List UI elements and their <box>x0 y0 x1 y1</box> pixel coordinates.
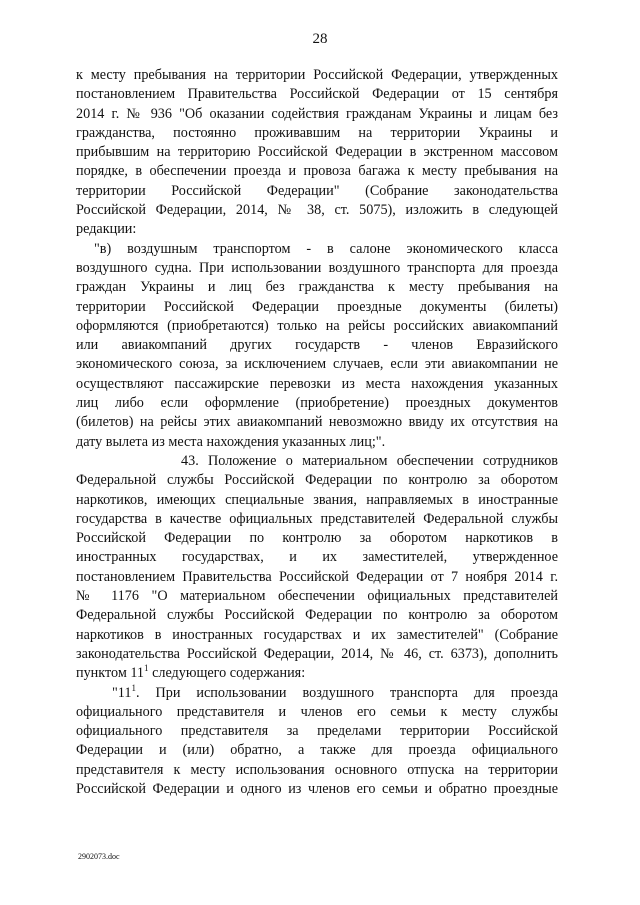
text-line: Федерации и (или) обратно, а также для проезда официального <box>76 742 558 759</box>
text-line: граждан Украины и лиц без гражданства к месту пребывания на <box>76 279 558 296</box>
text-line: или авиакомпаний других государств - членов Евразийского <box>76 337 558 354</box>
page-number: 28 <box>312 31 328 47</box>
text-line: государства в качестве официальных представителей Федеральной службы <box>76 510 558 527</box>
document-body <box>76 66 558 799</box>
text-fragment: следующего содержания: <box>148 665 306 682</box>
text-line: 43. Положение о материальном обеспечении сотрудников <box>181 452 558 469</box>
text-line: Российской Федерации по контролю за оборотом наркотиков в <box>76 530 558 547</box>
superscript: 1 <box>131 682 136 693</box>
text-line: Федеральной службы Российской Федерации по контролю за оборотом <box>76 472 558 489</box>
text-line: "в) воздушным транспортом - в салоне экономического класса <box>94 240 558 257</box>
document-file-code: 2902073.doc <box>78 852 120 861</box>
text-line: Российской Федерации и одного из членов его семьи и обратно проездные <box>76 780 558 797</box>
text-line: оформляются (приобретаются) только на рейсы российских авиакомпаний <box>76 317 558 334</box>
text-line: официального представителя и членов его семьи к месту службы <box>76 703 558 720</box>
text-line: иностранных государствах, и их заместителей, утвержденное <box>76 549 558 566</box>
text-line: прибывшим на территорию Российской Федерации в экстренном массовом <box>76 144 558 161</box>
text-fragment: . При использовании воздушного транспорта для проезда <box>135 684 558 701</box>
text-line: воздушного судна. При использовании воздушного транспорта для проезда <box>76 259 558 276</box>
text-line: порядке, в обеспечении проезда и провоза багажа к месту пребывания на <box>76 163 558 180</box>
text-line: осуществляют пассажирские перевозки из места нахождения указанных <box>76 375 558 392</box>
text-line: законодательства Российской Федерации, 2014, № 46, ст. 6373), дополнить <box>76 645 558 662</box>
text-line: лиц либо если оформление (приобретение) проездных документов <box>76 395 558 412</box>
text-line: гражданства, постоянно проживавшим на территории Украины и <box>76 124 558 141</box>
text-line: экономического союза, за исключением случаев, если эти авиакомпании не <box>76 356 558 373</box>
text-line: к месту пребывания на территории Российской Федерации, утвержденных <box>76 67 558 83</box>
text-line: 2014 г. № 936 "Об оказании содействия гражданам Украины и лицам без <box>76 105 558 122</box>
text-line: дату вылета из места нахождения указанных лиц;". <box>76 433 386 450</box>
superscript: 1 <box>144 663 149 674</box>
text-line: постановлением Правительства Российской Федерации от 15 сентября <box>76 86 558 103</box>
text-line: постановлением Правительства Российской Федерации от 7 ноября 2014 г. <box>76 568 558 585</box>
text-line: Российской Федерации, 2014, № 38, ст. 5075), изложить в следующей <box>76 202 558 219</box>
text-line: территории Российской Федерации" (Собрание законодательства <box>76 182 558 199</box>
text-line: наркотиков в иностранных государствах и их заместителей" (Собрание <box>76 626 558 643</box>
text-fragment: пунктом 11 <box>76 665 145 682</box>
text-line: территории Российской Федерации проездные документы (билеты) <box>76 298 558 315</box>
text-fragment: "11 <box>112 684 132 701</box>
text-line <box>76 684 558 703</box>
text-line <box>76 664 558 683</box>
text-line: наркотиков, имеющих специальные звания, направляемых в иностранные <box>76 491 558 508</box>
text-line: редакции: <box>76 221 137 238</box>
text-line: (билетов) на рейсы этих авиакомпаний невозможно ввиду их отсутствия на <box>76 414 558 431</box>
text-line: № 1176 "О материальном обеспечении официальных представителей <box>76 588 558 605</box>
text-line: представителя к месту использования основного отпуска на территории <box>76 761 558 778</box>
text-line: официального представителя за пределами территории Российской <box>76 723 558 740</box>
text-line: Федеральной службы Российской Федерации по контролю за оборотом <box>76 607 558 624</box>
